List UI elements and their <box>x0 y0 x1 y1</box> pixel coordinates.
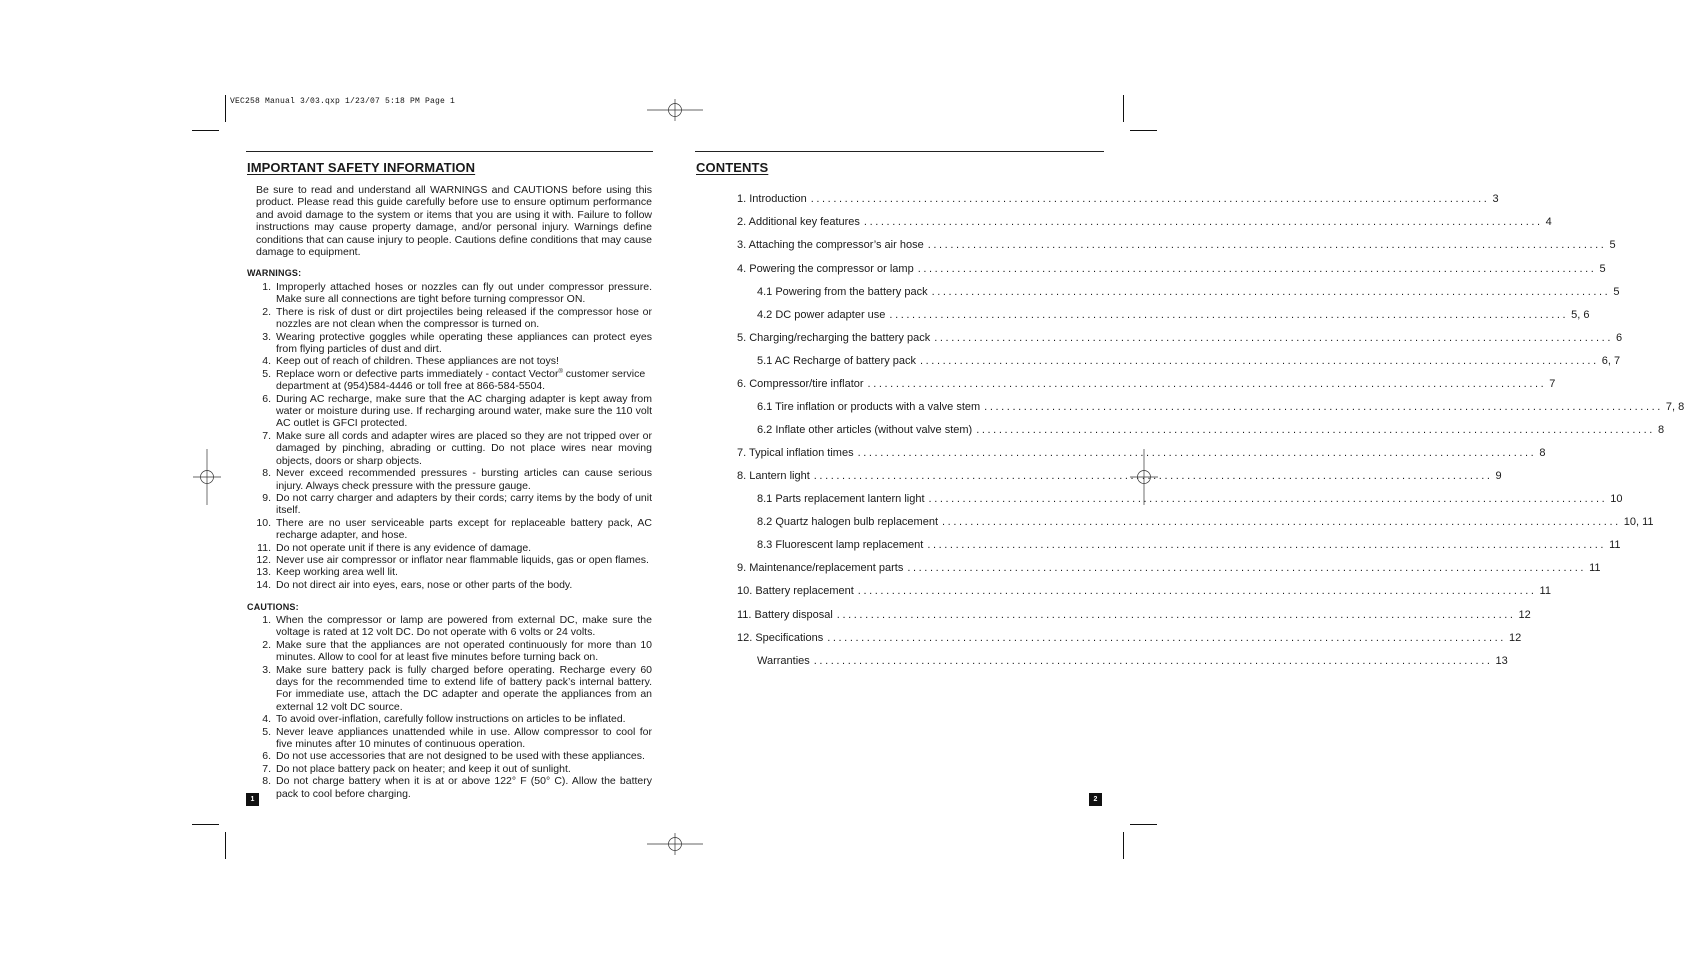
toc-entry[interactable]: 4. Powering the compressor or lamp ........................................................................................................................ 5 <box>737 263 1606 275</box>
registration-mark-icon <box>647 830 703 858</box>
crop-mark <box>225 95 226 122</box>
toc-leader: ........................................................................................................................ <box>836 609 1516 621</box>
safety-heading: IMPORTANT SAFETY INFORMATION <box>247 160 476 175</box>
crop-mark <box>192 824 219 825</box>
toc-entry[interactable]: 8.3 Fluorescent lamp replacement ........................................................................................................................ 11 <box>757 539 1621 551</box>
toc-entry[interactable]: 6. Compressor/tire inflator ........................................................................................................................ 7 <box>737 378 1556 390</box>
contents-heading: CONTENTS <box>696 160 769 175</box>
caution-item: 8. Do not charge battery when it is at or above 122° F (50° C). Allow the battery pack to cool before charging. <box>262 775 652 800</box>
toc-entry[interactable]: 7. Typical inflation times ........................................................................................................................ 8 <box>737 447 1546 459</box>
toc-entry[interactable]: 8. Lantern light ........................................................................................................................ 9 <box>737 470 1502 482</box>
toc-leader: ........................................................................................................................ <box>813 655 1493 667</box>
toc-leader: ........................................................................................................................ <box>919 355 1599 367</box>
toc-leader: ........................................................................................................................ <box>917 263 1597 275</box>
toc-entry[interactable]: 4.1 Powering from the battery pack ........................................................................................................................ 5 <box>757 286 1620 298</box>
warning-item: 3. Wearing protective goggles while operating these appliances can protect eyes from flying particles of dust and dirt. <box>262 330 652 356</box>
caution-item: 2. Make sure that the appliances are not operated continuously for more than 10 minutes. Allow to cool for at least five minutes before turning back on. <box>262 638 652 664</box>
toc-leader: ........................................................................................................................ <box>984 401 1663 413</box>
crop-mark <box>225 832 226 859</box>
warning-item: 14. Do not direct air into eyes, ears, nose or other parts of the body. <box>256 578 573 591</box>
caution-item: 4. To avoid over-inflation, carefully follow instructions on articles to be inflated. <box>262 713 626 726</box>
cautions-list <box>247 614 652 800</box>
warning-item: 11. Do not operate unit if there is any evidence of damage. <box>257 541 532 554</box>
registered-mark: ® <box>558 368 563 375</box>
toc-leader: ........................................................................................................................ <box>863 216 1543 228</box>
warning-item: 5. Replace worn or defective parts immediately - contact Vector® customer service department at (954)584-4446 or toll free at 866-584-5504. <box>262 367 646 393</box>
warnings-label: WARNINGS: <box>247 268 302 278</box>
toc-entry[interactable]: 3. Attaching the compressor’s air hose ........................................................................................................................ 5 <box>737 239 1616 251</box>
crop-mark <box>192 130 219 131</box>
crop-mark <box>1123 832 1124 859</box>
toc-leader: ........................................................................................................................ <box>810 193 1490 205</box>
page-number-badge: 2 <box>1089 793 1102 806</box>
caution-item: 5. Never leave appliances unattended while in use. Allow compressor to cool for five minutes after 10 minutes of continuous operation. <box>262 725 652 751</box>
toc-leader: ........................................................................................................................ <box>867 378 1547 390</box>
toc-leader: ........................................................................................................................ <box>931 286 1611 298</box>
crop-mark <box>1123 95 1124 122</box>
toc-leader: ........................................................................................................................ <box>976 424 1655 436</box>
header-rule <box>695 151 1104 152</box>
caution-item: 7. Do not place battery pack on heater; and keep it out of sunlight. <box>262 762 571 775</box>
safety-intro: Be sure to read and understand all WARNINGS and CAUTIONS before using this product. Please read this guide carefully before use to ensure optimum performance and avoid damage to the system or items that you are using it with. Failure to follow instructions may cause property damage, and/or personal injury. Warnings define conditions that can cause injury to people. Cautions define conditions that may cause damage to equipment. <box>256 184 652 259</box>
toc-entry[interactable]: 8.1 Parts replacement lantern light ........................................................................................................................ 10 <box>757 493 1623 505</box>
toc-leader: ........................................................................................................................ <box>813 470 1493 482</box>
toc-entry[interactable]: 11. Battery disposal ........................................................................................................................ 12 <box>737 609 1531 621</box>
toc-entry[interactable]: 4.2 DC power adapter use ........................................................................................................................ 5, 6 <box>757 309 1590 321</box>
toc-leader: ........................................................................................................................ <box>907 562 1587 574</box>
warning-item: 10. There are no user serviceable parts except for replaceable battery pack, AC recharge adapter, and hose. <box>256 516 652 542</box>
warnings-list <box>247 281 652 591</box>
warning-item: 12. Never use air compressor or inflator near flammable liquids, gas or open flames. <box>256 553 649 566</box>
toc-entry[interactable]: 6.1 Tire inflation or products with a valve stem ........................................................................................................................ 7, 8 <box>757 401 1684 413</box>
header-rule <box>246 151 653 152</box>
warning-item: 7. Make sure all cords and adapter wires are placed so they are not tripped over or damaged by pinching, abrading or cutting. Do not place wires near moving objects, doors or sharp objects. <box>262 429 652 467</box>
toc-leader: ........................................................................................................................ <box>889 309 1569 321</box>
warning-item: 1. Improperly attached hoses or nozzles can fly out under compressor pressure. Make sure all connections are tight before turning compressor ON. <box>262 281 652 306</box>
printer-slug: VEC258 Manual 3/03.qxp 1/23/07 5:18 PM Page 1 <box>230 97 456 106</box>
toc-entry[interactable]: 5.1 AC Recharge of battery pack ........................................................................................................................ 6, 7 <box>757 355 1621 367</box>
toc-leader: ........................................................................................................................ <box>857 447 1537 459</box>
toc-entry[interactable]: 2. Additional key features ........................................................................................................................ 4 <box>737 216 1552 228</box>
toc-leader: ........................................................................................................................ <box>857 585 1537 597</box>
toc-entry[interactable]: Warranties ........................................................................................................................ 13 <box>757 655 1508 667</box>
warning-item: 4. Keep out of reach of children. These appliances are not toys! <box>262 355 559 368</box>
page-number-badge: 1 <box>246 793 259 806</box>
cautions-label: CAUTIONS: <box>247 602 299 612</box>
warning-item: 9. Do not carry charger and adapters by their cords; carry items by the body of unit itself. <box>262 491 652 517</box>
caution-item: 3. Make sure battery pack is fully charged before operating. Recharge every 60 days for the recommended time to extend life of battery pack’s internal battery. For immediate use, attach the DC adapter and operate the appliances from an external 12 volt DC source. <box>262 663 652 713</box>
toc-leader: ........................................................................................................................ <box>827 632 1506 644</box>
warning-item: 6. During AC recharge, make sure that the AC charging adapter is kept away from water or moisture during use. If recharging around water, make sure the 110 volt AC outlet is GFCI protected. <box>262 392 652 430</box>
warning-item: 8. Never exceed recommended pressures - bursting articles can cause serious injury. Always check pressure with the pressure gauge. <box>262 467 652 492</box>
toc-entry[interactable]: 9. Maintenance/replacement parts ........................................................................................................................ 11 <box>737 562 1601 574</box>
toc-entry[interactable]: 8.2 Quartz halogen bulb replacement ........................................................................................................................ 10, 11 <box>757 516 1654 528</box>
toc-leader: ........................................................................................................................ <box>934 332 1613 344</box>
toc-entry[interactable]: 1. Introduction ........................................................................................................................ 3 <box>737 193 1499 205</box>
crop-mark <box>1130 130 1157 131</box>
toc-leader: ........................................................................................................................ <box>927 239 1607 251</box>
caution-item: 1. When the compressor or lamp are powered from external DC, make sure the voltage is rated at 12 volt DC. Do not operate with 6 volts or 24 volts. <box>262 614 652 639</box>
warning-item: 13. Keep working area well lit. <box>256 566 398 579</box>
toc-entry[interactable]: 5. Charging/recharging the battery pack ........................................................................................................................ 6 <box>737 332 1623 344</box>
caution-item: 6. Do not use accessories that are not designed to be used with these appliances. <box>262 750 645 763</box>
registration-mark-icon <box>193 449 221 505</box>
warning-item: 2. There is risk of dust or dirt projectiles being released if the compressor hose or nozzles are not clean when the compressor is turned on. <box>262 305 652 331</box>
toc-leader: ........................................................................................................................ <box>927 539 1607 551</box>
registration-mark-icon <box>647 96 703 124</box>
toc-entry[interactable]: 6.2 Inflate other articles (without valve stem) ........................................................................................................................ 8 <box>757 424 1665 436</box>
crop-mark <box>1130 824 1157 825</box>
toc-leader: ........................................................................................................................ <box>942 516 1621 528</box>
toc-leader: ........................................................................................................................ <box>928 493 1608 505</box>
toc-entry[interactable]: 10. Battery replacement ........................................................................................................................ 11 <box>737 585 1551 597</box>
toc-entry[interactable]: 12. Specifications ........................................................................................................................ 12 <box>737 632 1522 644</box>
